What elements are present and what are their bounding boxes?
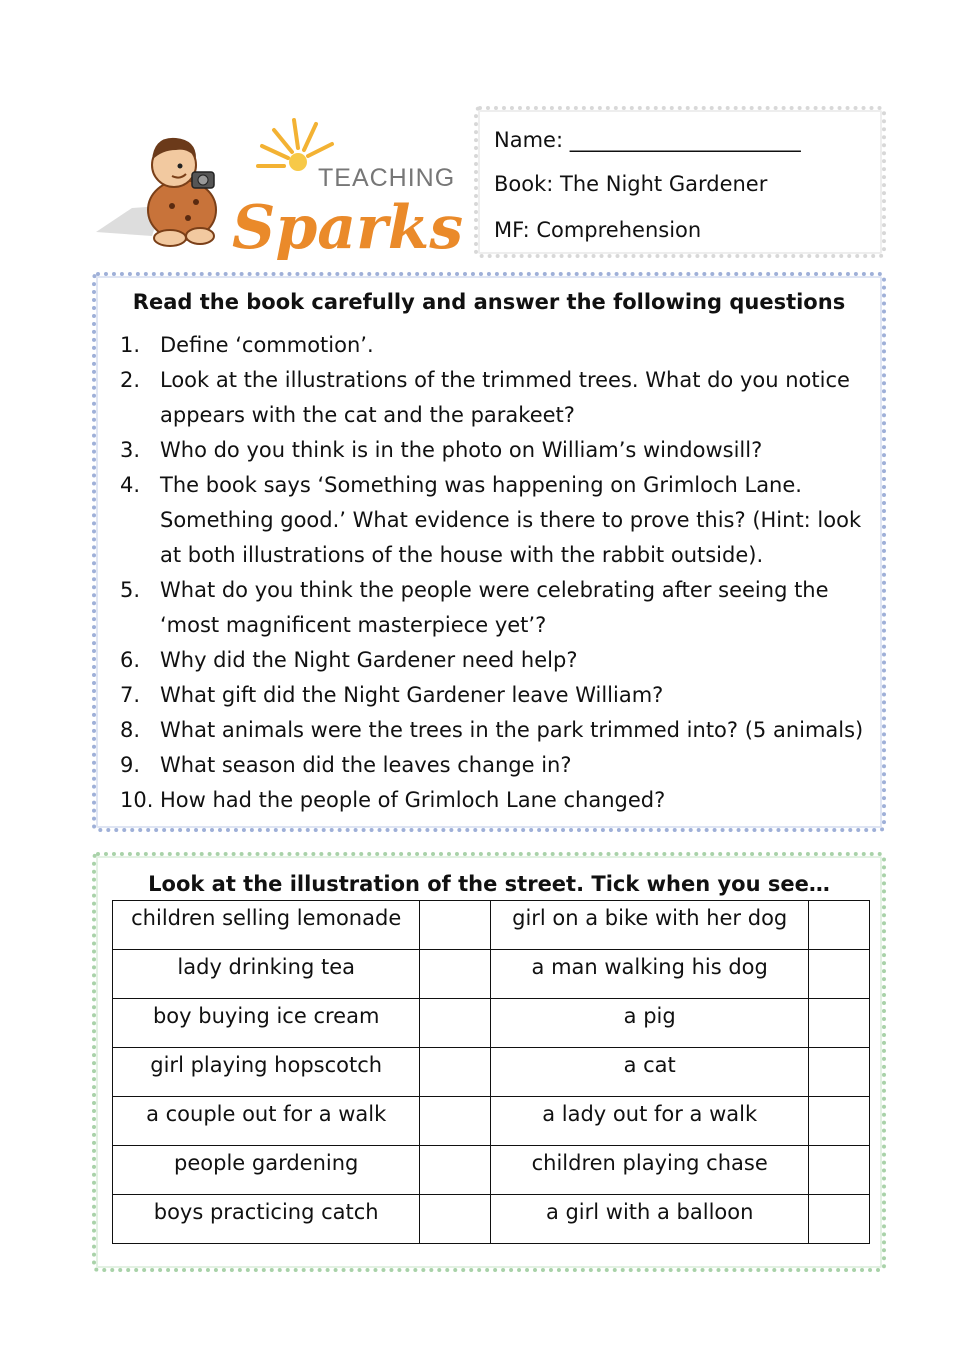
tick-box[interactable] xyxy=(420,1195,491,1244)
table-row xyxy=(113,999,870,1048)
tick-item-label: girl playing hopscotch xyxy=(113,1048,420,1097)
tick-box[interactable] xyxy=(808,950,869,999)
table-row xyxy=(113,901,870,950)
question-item: 4. The book says ‘Something was happening on Grimloch Lane. Something good.’ What evidence is there to prove this? (Hint: look at both illustrations of the house with the rabbit outside). xyxy=(120,473,862,567)
table-row xyxy=(113,1097,870,1146)
tick-box[interactable] xyxy=(808,1048,869,1097)
tick-item-label: children playing chase xyxy=(491,1146,808,1195)
name-field-label[interactable]: Name: ______________________ xyxy=(494,128,801,152)
tick-item-label: a pig xyxy=(491,999,808,1048)
questions-heading: Read the book carefully and answer the following questions xyxy=(132,290,846,314)
tick-box[interactable] xyxy=(808,999,869,1048)
tick-box[interactable] xyxy=(420,999,491,1048)
mf-label: MF: Comprehension xyxy=(494,218,702,242)
tick-item-label: girl on a bike with her dog xyxy=(491,901,808,950)
student-info-box xyxy=(474,106,886,258)
questions-list xyxy=(120,328,868,818)
question-item: 2. Look at the illustrations of the trimmed trees. What do you notice appears with the cat and the parakeet? xyxy=(120,368,850,427)
question-item: 8. What animals were the trees in the park trimmed into? (5 animals) xyxy=(120,718,864,742)
table-row xyxy=(113,1146,870,1195)
logo-graphic xyxy=(92,110,462,260)
tick-box[interactable] xyxy=(808,901,869,950)
tick-item-label: a girl with a balloon xyxy=(491,1195,808,1244)
tick-item-label: a man walking his dog xyxy=(491,950,808,999)
question-item: 1. Define ‘commotion’. xyxy=(120,333,374,357)
tick-box[interactable] xyxy=(420,1146,491,1195)
tick-item-label: a couple out for a walk xyxy=(113,1097,420,1146)
table-row xyxy=(113,1048,870,1097)
tick-table xyxy=(112,900,870,1244)
question-item: 7. What gift did the Night Gardener leave William? xyxy=(120,683,664,707)
teaching-sparks-logo xyxy=(92,110,462,260)
questions-box xyxy=(92,272,886,832)
question-item: 10. How had the people of Grimloch Lane changed? xyxy=(120,788,666,812)
question-item: 3. Who do you think is in the photo on William’s windowsill? xyxy=(120,438,763,462)
tick-box[interactable] xyxy=(808,1195,869,1244)
tick-box[interactable] xyxy=(808,1097,869,1146)
tick-item-label: children selling lemonade xyxy=(113,901,420,950)
tick-heading: Look at the illustration of the street. Tick when you see… xyxy=(148,872,830,896)
tick-box[interactable] xyxy=(420,1048,491,1097)
tick-box[interactable] xyxy=(420,1097,491,1146)
book-title-label: Book: The Night Gardener xyxy=(494,172,768,196)
table-row xyxy=(113,1195,870,1244)
sun-icon xyxy=(289,153,307,171)
tick-item-label: people gardening xyxy=(113,1146,420,1195)
tick-item-label: boys practicing catch xyxy=(113,1195,420,1244)
logo-teaching-text: TEACHING xyxy=(318,164,456,192)
tick-list-box xyxy=(92,852,886,1272)
question-item: 6. Why did the Night Gardener need help? xyxy=(120,648,578,672)
tick-box[interactable] xyxy=(420,901,491,950)
tick-item-label: a cat xyxy=(491,1048,808,1097)
question-item: 9. What season did the leaves change in? xyxy=(120,753,572,777)
question-item: 5. What do you think the people were celebrating after seeing the ‘most magnificent masterpiece yet’? xyxy=(120,578,829,637)
tick-box[interactable] xyxy=(420,950,491,999)
tick-item-label: boy buying ice cream xyxy=(113,999,420,1048)
tick-item-label: lady drinking tea xyxy=(113,950,420,999)
tick-box[interactable] xyxy=(808,1146,869,1195)
logo-sparks-text: Sparks xyxy=(232,193,462,260)
table-row xyxy=(113,950,870,999)
tick-item-label: a lady out for a walk xyxy=(491,1097,808,1146)
